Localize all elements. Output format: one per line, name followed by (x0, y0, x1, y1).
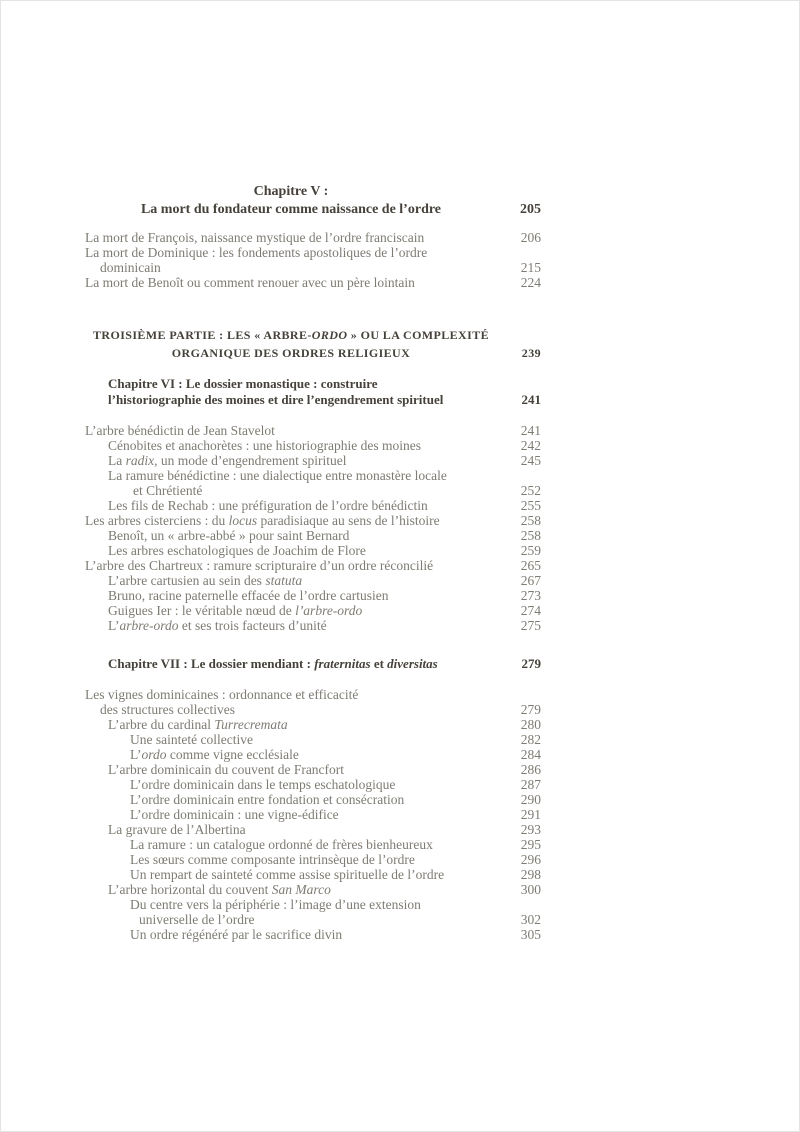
toc-entry-text (85, 376, 541, 392)
toc-row (85, 927, 541, 942)
toc-row (85, 687, 541, 702)
toc-page-number: 259 (520, 543, 541, 558)
toc-page-number: 274 (520, 603, 541, 618)
toc-page-number: 258 (520, 513, 541, 528)
toc-entry-text (85, 747, 541, 762)
toc-entry-text (85, 656, 541, 672)
toc-entry-text (85, 326, 541, 344)
toc-page-number: 305 (520, 926, 541, 942)
toc-row (85, 618, 541, 633)
toc-row (85, 543, 541, 558)
toc-text-segment: La ramure bénédictine : une dialectique entre monastère locale (108, 468, 447, 483)
toc-text-segment: ORGANIQUE DES ORDRES RELIGIEUX (171, 346, 411, 360)
toc-entry-text (85, 777, 541, 792)
toc-row (85, 762, 541, 777)
toc-block-chapterVII (85, 656, 541, 672)
toc-page-number: 284 (520, 746, 541, 762)
toc-entry-text (85, 897, 541, 912)
toc-row (85, 747, 541, 762)
toc-text-segment: L’arbre bénédictin de Jean Stavelot (85, 423, 275, 438)
toc-text-segment: La mort de François, naissance mystique de l’ordre franciscain (85, 230, 425, 245)
toc-text-segment: L’ordre dominicain : une vigne-édifice (130, 806, 339, 822)
toc-row (85, 656, 541, 672)
toc-text-segment: L’arbre du cardinal (108, 716, 215, 732)
toc-row (85, 588, 541, 603)
toc-text-segment: l’arbre-ordo (295, 603, 363, 618)
toc-row (85, 376, 541, 392)
toc-text-segment: l’historiographie des moines et dire l’engendrement spirituel (108, 391, 444, 407)
toc-row (85, 260, 541, 275)
toc-row (85, 326, 541, 344)
toc-text-segment: comme vigne ecclésiale (166, 746, 299, 762)
toc-entry-text (85, 807, 541, 822)
toc-row (85, 573, 541, 588)
toc-entry-text (85, 882, 541, 897)
toc-row (85, 912, 541, 927)
toc-text-segment: dominicain (100, 260, 161, 275)
toc-entry-text (85, 558, 541, 573)
toc-text-segment: Chapitre V : (253, 184, 329, 199)
toc-row (85, 483, 541, 498)
toc-entry-text (85, 687, 541, 702)
toc-text-segment: statuta (265, 573, 303, 588)
toc-page-number: 291 (520, 806, 541, 822)
toc-entry-text (85, 483, 541, 498)
toc-page-number: 298 (520, 866, 541, 882)
toc-text-segment: L’ordre dominicain dans le temps eschatologique (130, 776, 396, 792)
toc-entry-text (85, 344, 541, 362)
toc-entry-text (85, 912, 541, 927)
toc-row (85, 792, 541, 807)
toc-block-chapterV (85, 183, 541, 219)
toc-block-entriesVII (85, 687, 541, 942)
toc-entry-text (85, 392, 541, 408)
toc-row (85, 867, 541, 882)
toc-text-segment: San Marco (271, 881, 331, 897)
toc-text-segment: et Chrétienté (133, 483, 203, 498)
toc-page-number: 252 (520, 483, 541, 498)
toc-row (85, 897, 541, 912)
toc-page-number: 290 (520, 791, 541, 807)
toc-text-segment: Chapitre VII : Le dossier mendiant : (108, 656, 315, 671)
toc-entry-text (85, 423, 541, 438)
toc-entry-text (85, 867, 541, 882)
toc-page-number: 267 (520, 573, 541, 588)
toc-page-number: 282 (520, 731, 541, 747)
toc-content (85, 183, 541, 942)
toc-row (85, 183, 541, 201)
toc-entry-text (85, 837, 541, 852)
toc-page-number: 275 (520, 618, 541, 633)
toc-row (85, 453, 541, 468)
toc-text-segment: Un ordre régénéré par le sacrifice divin (130, 926, 343, 942)
toc-page-number: 205 (520, 202, 541, 217)
toc-row (85, 468, 541, 483)
toc-page-number: 215 (520, 260, 541, 275)
toc-page-number: 286 (520, 761, 541, 777)
toc-text-segment: » OU LA COMPLEXITÉ (347, 328, 490, 342)
toc-text-segment: radix (125, 453, 155, 468)
toc-block-entriesV (85, 230, 541, 290)
toc-row (85, 498, 541, 513)
toc-text-segment: La ramure : un catalogue ordonné de frères bienheureux (130, 836, 433, 852)
toc-page-number: 295 (520, 836, 541, 852)
toc-text-segment: Bruno, racine paternelle effacée de l’ordre cartusien (108, 588, 389, 603)
toc-entry-text (85, 792, 541, 807)
toc-text-segment: Guigues Ier : le véritable nœud de (108, 603, 296, 618)
toc-row (85, 392, 541, 408)
toc-entry-text (85, 438, 541, 453)
toc-text-segment: diversitas (387, 656, 438, 671)
toc-text-segment: Une sainteté collective (130, 731, 253, 747)
toc-entry-text (85, 498, 541, 513)
toc-page-number: 265 (520, 558, 541, 573)
toc-entry-text (85, 603, 541, 618)
toc-row (85, 528, 541, 543)
toc-page-number: 302 (520, 911, 541, 927)
toc-text-segment: L’arbre dominicain du couvent de Francfort (108, 761, 345, 777)
toc-text-segment: arbre-ordo (119, 618, 179, 633)
toc-page-number: 206 (520, 230, 541, 245)
toc-entry-text (85, 588, 541, 603)
toc-entry-text (85, 618, 541, 633)
toc-row (85, 201, 541, 219)
toc-entry-text (85, 201, 541, 219)
toc-text-segment: Benoît, un « arbre-abbé » pour saint Bernard (108, 528, 350, 543)
toc-entry-text (85, 717, 541, 732)
toc-row (85, 732, 541, 747)
toc-text-segment: Cénobites et anachorètes : une historiographie des moines (108, 438, 422, 453)
toc-row (85, 852, 541, 867)
toc-row (85, 513, 541, 528)
toc-text-segment: ORDO (311, 328, 348, 342)
toc-page-number: 287 (520, 776, 541, 792)
toc-text-segment: et (370, 656, 388, 671)
toc-text-segment: L’ (108, 618, 120, 633)
toc-text-segment: fraternitas (314, 656, 371, 671)
toc-page-number: 255 (520, 498, 541, 513)
toc-text-segment: Du centre vers la périphérie : l’image d’une extension (130, 896, 421, 912)
toc-row (85, 822, 541, 837)
toc-text-segment: L’ordre dominicain entre fondation et consécration (130, 791, 405, 807)
toc-entry-text (85, 927, 541, 942)
toc-text-segment: universelle de l’ordre (139, 911, 255, 927)
toc-page-number: 279 (521, 656, 541, 671)
toc-entry-text (85, 528, 541, 543)
toc-entry-text (85, 852, 541, 867)
toc-text-segment: ordo (141, 746, 167, 762)
toc-entry-text (85, 822, 541, 837)
toc-entry-text (85, 260, 541, 275)
toc-page-number: 280 (520, 716, 541, 732)
toc-page-number: 258 (520, 528, 541, 543)
toc-text-segment: TROISIÈME PARTIE : LES « ARBRE- (92, 328, 312, 342)
toc-row (85, 717, 541, 732)
toc-entry-text (85, 468, 541, 483)
toc-entry-text (85, 543, 541, 558)
toc-row (85, 702, 541, 717)
toc-page-number: 239 (521, 346, 541, 360)
toc-page-number: 273 (520, 588, 541, 603)
toc-page-number: 241 (521, 391, 541, 407)
toc-entry-text (85, 183, 541, 201)
toc-text-segment: L’arbre des Chartreux : ramure scripturaire d’un ordre réconcilié (85, 558, 434, 573)
toc-page-number: 300 (520, 881, 541, 897)
toc-page-number: 245 (520, 453, 541, 468)
toc-text-segment: locus (228, 513, 258, 528)
toc-entry-text (85, 513, 541, 528)
toc-text-segment: Turrecremata (214, 716, 288, 732)
toc-text-segment: L’arbre cartusien au sein des (108, 573, 266, 588)
toc-text-segment: , un mode d’engendrement spirituel (154, 453, 347, 468)
toc-text-segment: La gravure de l’Albertina (108, 821, 246, 837)
toc-text-segment: paradisiaque au sens de l’histoire (257, 513, 440, 528)
toc-entry-text (85, 230, 541, 245)
toc-text-segment: La mort de Benoît ou comment renouer avec un père lointain (85, 275, 415, 290)
toc-row (85, 837, 541, 852)
toc-text-segment: Les arbres cisterciens : du (85, 513, 229, 528)
toc-row (85, 344, 541, 362)
toc-page-number: 293 (520, 821, 541, 837)
toc-page-number: 241 (520, 423, 541, 438)
toc-block-chapterVI (85, 376, 541, 407)
toc-text-segment: La mort du fondateur comme naissance de l’ordre (140, 202, 442, 217)
toc-text-segment: Les sœurs comme composante intrinsèque de l’ordre (130, 851, 415, 867)
toc-entry-text (85, 732, 541, 747)
toc-block-part3 (85, 326, 541, 362)
toc-entry-text (85, 573, 541, 588)
toc-page-number: 279 (520, 701, 541, 717)
toc-entry-text (85, 702, 541, 717)
toc-row (85, 245, 541, 260)
toc-text-segment: Les fils de Rechab : une préfiguration de l’ordre bénédictin (108, 498, 428, 513)
toc-row (85, 777, 541, 792)
toc-row (85, 558, 541, 573)
toc-row (85, 438, 541, 453)
toc-text-segment: La mort de Dominique : les fondements apostoliques de l’ordre (85, 245, 428, 260)
toc-entry-text (85, 245, 541, 260)
toc-entry-text (85, 762, 541, 777)
toc-text-segment: L’arbre horizontal du couvent (108, 881, 272, 897)
toc-text-segment: Les vignes dominicaines : ordonnance et efficacité (85, 686, 359, 702)
toc-text-segment: Les arbres eschatologiques de Joachim de Flore (108, 543, 366, 558)
toc-row (85, 230, 541, 245)
toc-text-segment: des structures collectives (100, 701, 235, 717)
toc-row (85, 423, 541, 438)
toc-text-segment: Chapitre VI : Le dossier monastique : construire (108, 376, 378, 391)
toc-row (85, 807, 541, 822)
toc-text-segment: et ses trois facteurs d’unité (178, 618, 327, 633)
toc-page-number: 224 (520, 275, 541, 290)
toc-row (85, 603, 541, 618)
toc-row (85, 275, 541, 290)
toc-entry-text (85, 275, 541, 290)
toc-text-segment: La (108, 453, 126, 468)
toc-row (85, 882, 541, 897)
toc-text-segment: Un rempart de sainteté comme assise spirituelle de l’ordre (130, 866, 445, 882)
toc-entry-text (85, 453, 541, 468)
toc-page-number: 242 (520, 438, 541, 453)
toc-page-number: 296 (520, 851, 541, 867)
toc-text-segment: L’ (130, 746, 142, 762)
toc-block-entriesVI (85, 423, 541, 633)
